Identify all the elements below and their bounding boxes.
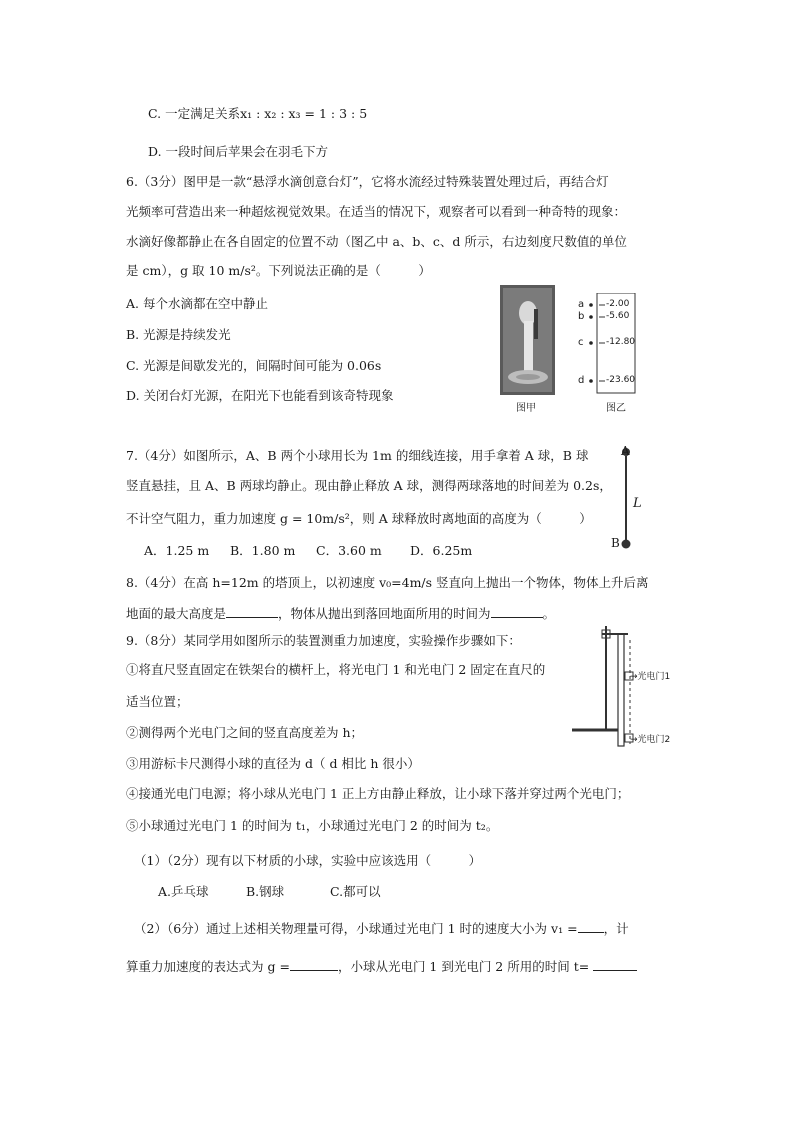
q8-text-c: 。 [542,606,556,621]
figure-yi-caption: 图乙 [606,403,626,414]
q9-stem-line1: 9.（8分）某同学用如图所示的装置测重力加速度，实验操作步骤如下： [126,633,521,648]
q7-option-d: D．6.25m [410,543,473,558]
q9-step5: ⑤小球通过光电门 1 的时间为 t₁，小球通过光电门 2 的时间为 t₂。 [126,818,499,833]
q5-option-d: D. 一段时间后苹果会在羽毛下方 [148,144,329,159]
q8-stem-line2 [126,605,555,622]
ruler-label-d: d [578,375,585,386]
q9-step3: ③用游标卡尺测得小球的直径为 d（ d 相比 h 很小） [126,756,420,771]
q8-blank-max-height[interactable] [226,605,278,618]
q8-text-b: ，物体从抛出到落回地面所用的时间为 [278,606,491,621]
q9-sub2-line2 [126,958,637,975]
string-length-label: L [633,496,642,511]
ruler-label-c: c [578,337,584,348]
q6-stem-line3: 水滴好像都静止在各自固定的位置不动（图乙中 a、b、c、d 所示，右边刻度尺数值的单位 [126,234,627,249]
q6-option-a: A. 每个水滴都在空中静止 [126,296,268,311]
q9-blank-v1[interactable] [578,920,604,933]
q9-sub2-line1 [134,920,629,937]
lamp-photo [500,285,555,395]
q9-sub2-text-b: ，计 [603,921,629,936]
figure-jia-caption: 图甲 [516,403,536,414]
q9-sub1-option-c: C.都可以 [330,884,381,899]
q9-sub2-text-a: （2）（6分）通过上述相关物理量可得，小球通过光电门 1 时的速度大小为 v₁ = [134,921,578,936]
q9-step1-line2: 适当位置； [126,694,189,709]
photogate-1-label: →光电门1 [630,672,671,682]
q9-step1-line1: ①将直尺竖直固定在铁架台的横杆上，将光电门 1 和光电门 2 固定在直尺的 [126,662,546,677]
q9-sub2-text-d: ，小球从光电门 1 到光电门 2 所用的时间 t= [337,959,590,974]
q8-stem-line1: 8.（4分）在高 h=12m 的塔顶上，以初速度 v₀=4m/s 竖直向上抛出一个物体，物体上升后离 [126,575,649,590]
q9-sub2-text-c: 算重力加速度的表达式为 g = [126,959,290,974]
ruler-value-b: -5.60 [606,311,630,321]
q7-option-c: C．3.60 m [316,543,382,558]
q9-sub1-option-b: B.钢球 [246,884,285,899]
ball-b-label: B [611,536,620,550]
q9-blank-g[interactable] [290,958,338,971]
ruler-value-c: -12.80 [606,337,636,347]
q9-sub1: （1）（2分）现有以下材质的小球，实验中应该选用（ ） [134,853,482,868]
q9-step2: ②测得两个光电门之间的竖直高度差为 h； [126,725,364,740]
ruler-label-b: b [578,311,585,322]
ruler-value-a: -2.00 [606,299,630,309]
q6-option-c: C. 光源是间歇发光的，间隔时间可能为 0.06s [126,358,382,373]
ball-a-label: A [621,444,630,458]
q8-blank-time[interactable] [491,605,543,618]
q6-stem-line2: 光频率可营造出来一种超炫视觉效果。在适当的情况下，观察者可以看到一种奇特的现象： [126,204,627,219]
q6-stem-line1: 6.（3分）图甲是一款“悬浮水滴创意台灯”，它将水流经过特殊装置处理过后，再结合灯 [126,174,609,189]
q6-stem-line4: 是 cm），g 取 10 m/s²。下列说法正确的是（ ） [126,263,431,278]
ruler-value-d: -23.60 [606,375,636,385]
q6-option-d: D. 关闭台灯光源，在阳光下也能看到该奇特现象 [126,388,394,403]
q7-option-a: A．1.25 m [144,543,210,558]
q7-stem-line3: 不计空气阻力，重力加速度 g = 10m/s²，则 A 球释放时离地面的高度为（ ） [126,511,592,526]
q9-blank-t[interactable] [593,958,637,971]
q5-option-c: C. 一定满足关系x₁ : x₂ : x₃ = 1 : 3 : 5 [148,106,368,121]
photogate-2-label: →光电门2 [630,735,671,745]
q9-step4: ④接通光电门电源；将小球从光电门 1 正上方由静止释放，让小球下落并穿过两个光电门； [126,786,630,801]
q7-stem-line1: 7.（4分）如图所示，A、B 两个小球用长为 1m 的细线连接，用手拿着 A 球，B 球 [126,448,589,463]
q9-sub1-option-a: A.乒乓球 [158,884,209,899]
ruler-label-a: a [578,299,585,310]
q7-option-b: B．1.80 m [230,543,296,558]
q6-option-b: B. 光源是持续发光 [126,327,231,342]
q7-stem-line2: 竖直悬挂，且 A、B 两球均静止。现由静止释放 A 球，测得两球落地的时间差为 0.2s， [126,478,612,493]
q8-text-a: 地面的最大高度是 [126,606,227,621]
